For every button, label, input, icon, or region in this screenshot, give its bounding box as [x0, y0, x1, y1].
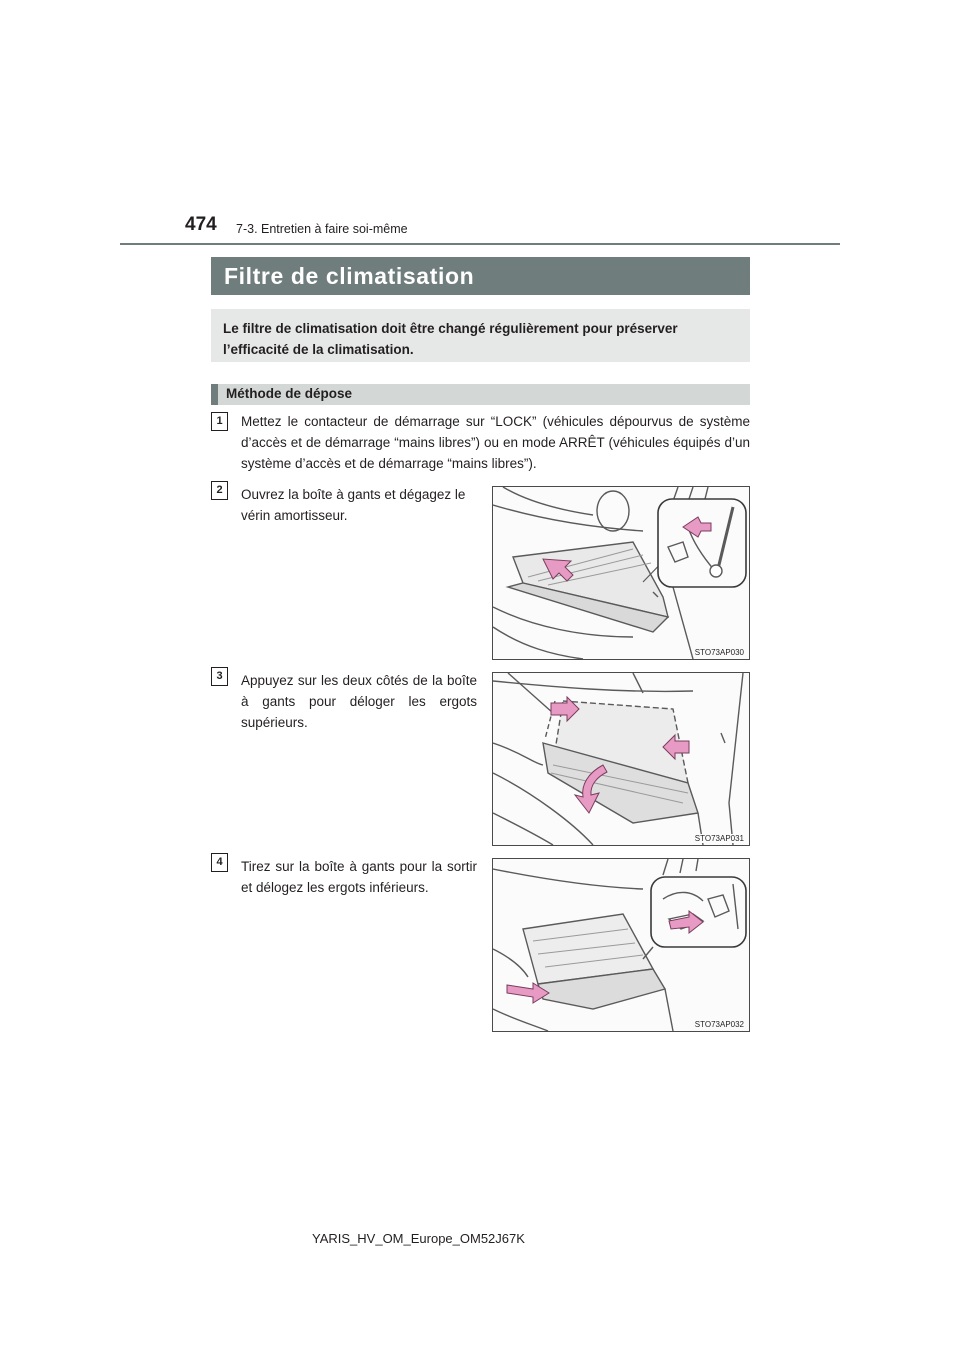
step-text-1: Mettez le contacteur de démarrage sur “LOCK” (véhicules dépourvus de système d’accès et de démarrage “mains libres”) ou en mode ARRÊT (véhicules équipés d’un système d’accès et de démarrage “mains libres”).	[241, 414, 750, 471]
illustration-glovebox-remove	[492, 858, 750, 1032]
figure-code: STO73AP032	[694, 1020, 744, 1029]
glovebox-remove-drawing	[493, 859, 749, 1031]
step-number-3: 3	[211, 667, 228, 686]
section-label: 7-3. Entretien à faire soi-même	[236, 222, 408, 236]
step-text-2: Ouvrez la boîte à gants et dégagez le vérin amortisseur.	[241, 487, 466, 523]
step-number-2: 2	[211, 481, 228, 500]
footer-document-code: YARIS_HV_OM_Europe_OM52J67K	[312, 1231, 525, 1246]
page-title: Filtre de climatisation	[211, 257, 750, 295]
step-text-4: Tirez sur la boîte à gants pour la sortir et délogez les ergots inférieurs.	[241, 859, 477, 895]
page-number: 474	[185, 214, 217, 235]
glovebox-press-drawing	[493, 673, 749, 845]
step-text-3: Appuyez sur les deux côtés de la boîte à gants pour déloger les ergots supérieurs.	[241, 673, 477, 730]
figure-code: STO73AP030	[694, 648, 744, 657]
illustration-glovebox-open	[492, 486, 750, 660]
step-number-4: 4	[211, 853, 228, 872]
figure-code: STO73AP031	[694, 834, 744, 843]
header-rule	[120, 243, 840, 245]
subsection-header: Méthode de dépose	[211, 384, 750, 405]
intro-text: Le filtre de climatisation doit être changé régulièrement pour préserver l’efficacité de la climatisation.	[211, 309, 750, 362]
illustration-glovebox-press-sides	[492, 672, 750, 846]
glovebox-open-drawing	[493, 487, 749, 659]
step-number-1: 1	[211, 412, 228, 431]
